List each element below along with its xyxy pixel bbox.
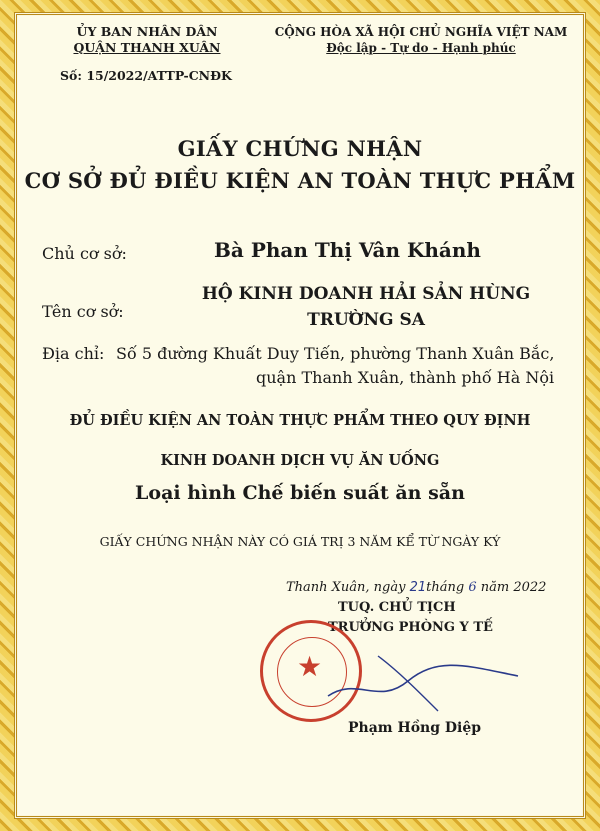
certificate-subtitle: CƠ SỞ ĐỦ ĐIỀU KIỆN AN TOÀN THỰC PHẨM xyxy=(24,168,576,193)
national-motto-block xyxy=(260,24,582,56)
handwritten-signature xyxy=(318,636,538,726)
business-label: Tên cơ sở: xyxy=(42,302,124,321)
address-line1: Số 5 đường Khuất Duy Tiến, phường Thanh Xuân Bắc, xyxy=(116,344,555,363)
business-name-line2: TRƯỜNG SA xyxy=(307,310,425,330)
place-date-prefix: Thanh Xuân, ngày xyxy=(286,580,406,595)
issuer-line2: QUẬN THANH XUÂN xyxy=(73,40,221,55)
certificate-title: GIẤY CHỨNG NHẬN xyxy=(177,136,423,161)
address-label: Địa chỉ: xyxy=(42,344,105,363)
qualification-line1: ĐỦ ĐIỀU KIỆN AN TOÀN THỰC PHẨM THEO QUY ĐỊNH xyxy=(69,412,531,429)
place-date xyxy=(286,580,546,595)
issuer-block xyxy=(62,24,232,56)
owner-label: Chủ cơ sở: xyxy=(42,244,127,263)
date-day: 21 xyxy=(409,580,427,595)
signer-role1: TUQ. CHỦ TỊCH xyxy=(338,600,456,615)
star-icon: ★ xyxy=(297,650,323,683)
motto: Độc lập - Tự do - Hạnh phúc xyxy=(326,41,516,55)
document-number: Số: 15/2022/ATTP-CNĐK xyxy=(60,68,232,83)
country-name: CỘNG HÒA XÃ HỘI CHỦ NGHĨA VIỆT NAM xyxy=(274,25,568,39)
qualification-line2: KINH DOANH DỊCH VỤ ĂN UỐNG xyxy=(160,452,440,469)
validity-statement: GIẤY CHỨNG NHẬN NÀY CÓ GIÁ TRỊ 3 NĂM KỂ TỪ NGÀY KÝ xyxy=(99,534,501,549)
date-month-word: tháng xyxy=(426,580,465,595)
date-year: năm 2022 xyxy=(480,580,547,595)
issuer-line1: ỦY BAN NHÂN DÂN xyxy=(76,24,218,39)
qualification-line3: Loại hình Chế biến suất ăn sẵn xyxy=(135,482,465,504)
owner-name: Bà Phan Thị Vân Khánh xyxy=(214,238,481,262)
certificate-page xyxy=(18,16,582,815)
business-name-line1: HỘ KINH DOANH HẢI SẢN HÙNG xyxy=(201,284,531,304)
date-month: 6 xyxy=(468,580,477,595)
signer-role2: TRƯỞNG PHÒNG Y TẾ xyxy=(328,620,493,635)
signer-name: Phạm Hồng Diệp xyxy=(348,720,482,736)
address-line2: quận Thanh Xuân, thành phố Hà Nội xyxy=(256,368,555,387)
